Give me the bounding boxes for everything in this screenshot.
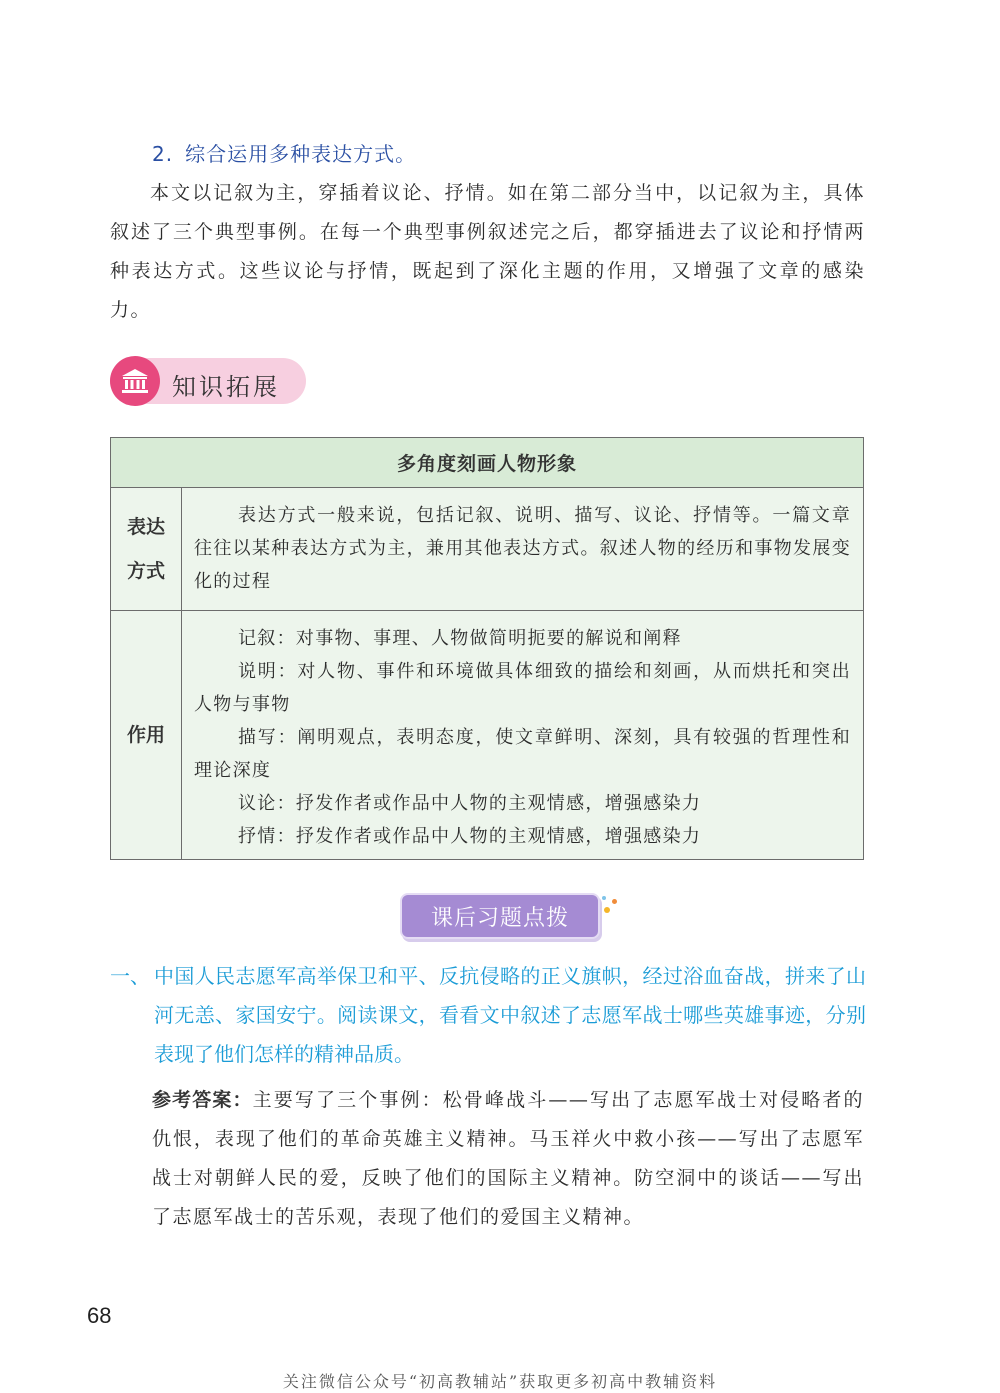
answer-text: 主要写了三个事例：松骨峰战斗——写出了志愿军战士对侵略者的仇恨，表现了他们的革命英雄主义精神。马玉祥火中救小孩——写出了志愿军战士对朝鲜人民的爱，反映了他们的国际主义精神。防空洞中的谈话——写出了志愿军战士的苦乐观，表现了他们的爱国主义精神。 xyxy=(152,1089,864,1228)
row-paragraph: 抒情：抒发作者或作品中人物的主观情感，增强感染力 xyxy=(238,826,702,847)
row-header-function xyxy=(111,611,182,860)
row-paragraph: 描写：阐明观点，表明态度，使文章鲜明、深刻，具有较强的哲理性和理论深度 xyxy=(194,727,851,781)
section-paragraph: 本文以记叙为主，穿插着议论、抒情。如在第二部分当中，以记叙为主，具体叙述了三个典型事例。在每一个典型事例叙述完之后，都穿插进去了议论和抒情两种表达方式。这些议论与抒情，既起到了深化主题的作用，又增强了文章的感染力。 xyxy=(110,182,865,321)
exercise-badge xyxy=(400,893,600,939)
sparkle-dot-icon xyxy=(602,896,606,900)
row-paragraph: 记叙：对事物、事理、人物做简明扼要的解说和阐释 xyxy=(238,628,682,649)
section-title: 综合运用多种表达方式。 xyxy=(185,142,417,166)
row-header-expression xyxy=(111,488,182,611)
row-header-line: 作用 xyxy=(126,724,165,746)
section-number: 2. xyxy=(152,142,174,166)
row-header-line: 表达 xyxy=(126,516,165,538)
row-paragraph: 说明：对人物、事件和环境做具体细致的描绘和刻画，从而烘托和突出人物与事物 xyxy=(194,661,851,715)
row-paragraph: 议论：抒发作者或作品中人物的主观情感，增强感染力 xyxy=(238,793,702,814)
knowledge-badge-label: 知识拓展 xyxy=(172,373,280,401)
sparkle-dot-icon xyxy=(612,899,617,904)
knowledge-table xyxy=(110,437,864,860)
question-number: 一、 xyxy=(110,964,150,988)
table-title: 多角度刻画人物形象 xyxy=(111,438,864,488)
page-number: 68 xyxy=(87,1303,112,1328)
exercise-answer xyxy=(152,1081,864,1237)
answer-label: 参考答案： xyxy=(152,1089,253,1111)
sparkle-dot-icon xyxy=(604,907,610,913)
row-body-expression xyxy=(182,488,864,611)
knowledge-badge xyxy=(110,358,306,404)
row-paragraph: 表达方式一般来说，包括记叙、说明、描写、议论、抒情等。一篇文章往往以某种表达方式为主，兼用其他表达方式。叙述人物的经历和事物发展变化的过程 xyxy=(194,505,851,592)
section-heading xyxy=(152,138,416,167)
table-row xyxy=(111,488,864,611)
table-row xyxy=(111,611,864,860)
row-header-line: 方式 xyxy=(126,560,165,582)
question-text: 中国人民志愿军高举保卫和平、反抗侵略的正义旗帜，经过浴血奋战，拼来了山河无恙、家国安宁。阅读课文，看看文中叙述了志愿军战士哪些英雄事迹，分别表现了他们怎样的精神品质。 xyxy=(154,964,866,1066)
exercise-badge-label: 课后习题点拨 xyxy=(430,906,569,931)
exercise-question xyxy=(110,957,866,1074)
footer-note: 关注微信公众号“初高教辅站”获取更多初高中教辅资料 xyxy=(282,1372,718,1391)
museum-icon xyxy=(110,356,160,406)
row-body-function xyxy=(182,611,864,860)
